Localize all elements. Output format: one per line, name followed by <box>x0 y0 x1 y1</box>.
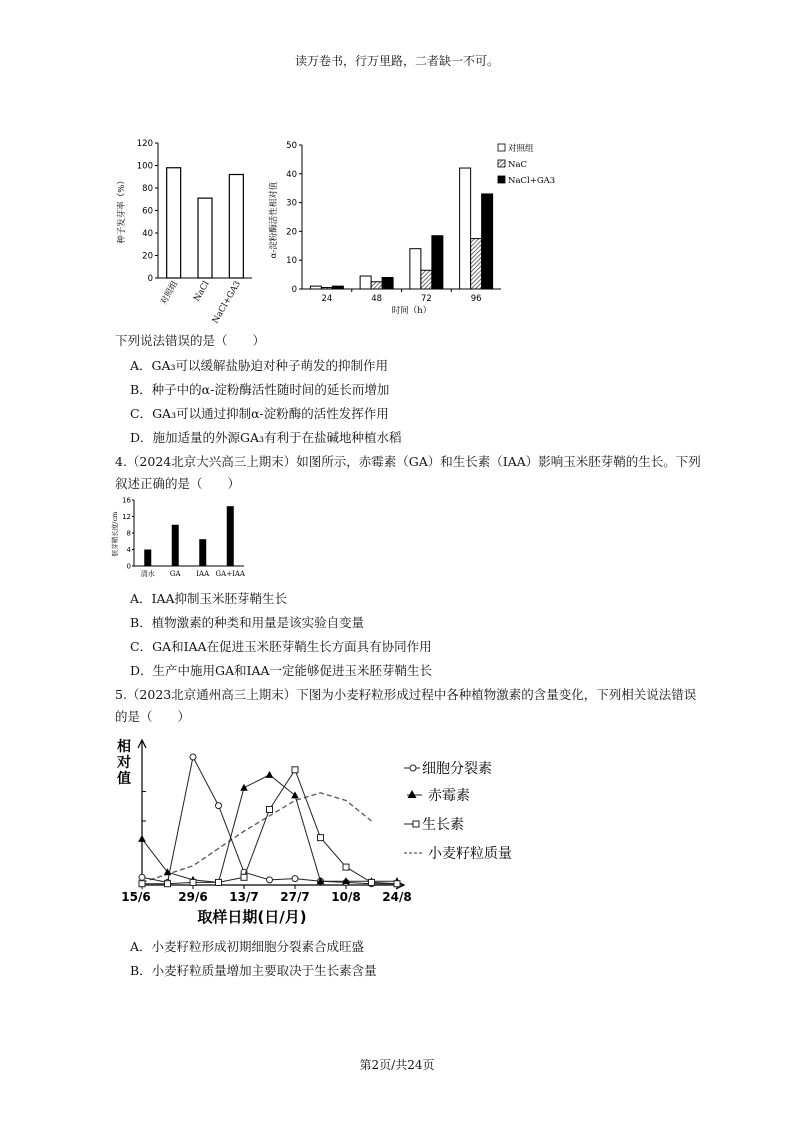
q3-option-c: C．GA₃可以通过抑制α-淀粉酶的活性发挥作用 <box>130 406 389 421</box>
legend-marker <box>410 765 416 771</box>
x-tick-label: 对照组 <box>158 279 181 307</box>
bar <box>332 286 343 289</box>
y-tick-label: 0 <box>126 562 131 571</box>
y-tick-label: 20 <box>142 251 153 262</box>
point-auxin <box>394 881 400 887</box>
x-tick-label: NaCl+GA3 <box>210 279 243 326</box>
bar <box>167 168 181 278</box>
q4-option-a: A．IAA抑制玉米胚芽鞘生长 <box>130 591 288 606</box>
legend-label: 对照组 <box>508 144 534 154</box>
y-tick-label: 20 <box>286 227 297 238</box>
bar <box>371 282 382 289</box>
series-line-gibberellin <box>142 775 397 883</box>
point-auxin <box>139 881 145 887</box>
bar <box>198 198 212 278</box>
bar <box>382 277 393 289</box>
point-gibberellin <box>266 771 274 778</box>
y-tick-label: 40 <box>142 229 153 239</box>
y-tick-label: 30 <box>286 198 297 209</box>
chart-hormone-content <box>112 735 532 930</box>
chart-coleoptile-length <box>112 494 252 584</box>
x-tick-label: 27/7 <box>280 890 310 904</box>
x-axis-label: 取样日期(日/月) <box>197 908 307 926</box>
point-auxin <box>241 874 247 880</box>
page-header: 读万卷书，行万里路，二者缺一不可。 <box>294 54 499 68</box>
x-tick-label: IAA <box>196 570 210 578</box>
legend-swatch <box>498 144 505 151</box>
y-tick-label: 50 <box>286 141 297 151</box>
y-axis-label-char: 值 <box>117 771 131 787</box>
y-axis-label-char: 相 <box>117 739 131 755</box>
bar <box>421 270 432 289</box>
point-auxin <box>369 879 375 885</box>
point-auxin <box>318 835 324 841</box>
q3-option-a: A．GA₃可以缓解盐胁迫对种子萌发的抑制作用 <box>130 358 389 373</box>
legend-marker <box>413 821 419 827</box>
point-auxin <box>190 879 196 885</box>
point-auxin <box>216 879 222 885</box>
q5-option-a: A．小麦籽粒形成初期细胞分裂素合成旺盛 <box>130 939 365 954</box>
x-tick-label: NaCl <box>192 279 212 304</box>
bar <box>482 194 493 289</box>
point-gibberellin <box>240 784 248 791</box>
legend-swatch <box>498 176 505 183</box>
x-tick-label: 72 <box>420 294 432 304</box>
y-tick-label: 10 <box>286 256 297 267</box>
q3-option-d: D．施加适量的外源GA₃有利于在盐碱地种植水稻 <box>130 430 402 445</box>
legend-label: 细胞分裂素 <box>422 761 492 777</box>
q4-option-c: C．GA和IAA在促进玉米胚芽鞘生长方面具有协同作用 <box>130 639 432 654</box>
x-tick-label: 48 <box>371 294 383 304</box>
x-tick-label: GA+IAA <box>215 570 245 578</box>
q4-option-b: B．植物激素的种类和用量是该实验自变量 <box>130 615 365 630</box>
q3-stem: 下列说法错误的是（ ） <box>115 333 266 348</box>
y-tick-label: 40 <box>286 169 297 180</box>
point-cytokinin <box>267 877 273 883</box>
q5-stem-line2: 的是（ ） <box>115 709 191 724</box>
x-tick-label: 13/7 <box>229 890 259 904</box>
q4-stem-line2: 叙述正确的是（ ） <box>115 476 241 491</box>
legend-label: NaC <box>508 160 528 170</box>
y-tick-label: 4 <box>126 546 131 554</box>
point-gibberellin <box>138 835 146 842</box>
bar <box>360 276 371 289</box>
y-tick-label: 12 <box>122 513 131 521</box>
y-tick-label: 100 <box>136 161 153 172</box>
x-axis-label: 时间（h） <box>391 306 432 316</box>
chart-amylase-activity <box>268 135 568 320</box>
y-tick-label: 0 <box>291 285 297 295</box>
point-auxin <box>343 864 349 870</box>
point-auxin <box>267 806 273 812</box>
bar <box>321 288 332 289</box>
point-cytokinin <box>292 876 298 882</box>
x-tick-label: 10/8 <box>331 890 361 904</box>
point-gibberellin <box>291 791 299 798</box>
y-axis-label-char: 对 <box>117 755 131 771</box>
y-axis-label: 种子发芽率（%） <box>117 176 127 244</box>
bar <box>310 286 321 289</box>
point-cytokinin <box>139 874 145 880</box>
y-tick-label: 8 <box>126 529 131 538</box>
y-tick-label: 16 <box>122 496 131 505</box>
legend-swatch <box>498 160 505 167</box>
x-tick-label: 24/8 <box>382 890 412 904</box>
x-tick-label: 29/6 <box>178 890 208 904</box>
point-auxin <box>165 881 171 887</box>
y-axis-label: 胚芽鞘长度/cm <box>111 511 119 557</box>
x-tick-label: GA <box>169 570 181 578</box>
bar <box>227 506 234 566</box>
q3-option-b: B．种子中的α-淀粉酶活性随时间的延长而增加 <box>130 382 390 397</box>
point-auxin <box>292 767 298 773</box>
point-cytokinin <box>216 803 222 809</box>
legend-marker <box>408 790 417 798</box>
legend-label: 赤霉素 <box>428 788 470 804</box>
legend-label: NaCl+GA3 <box>508 176 556 186</box>
bar <box>410 249 421 289</box>
bar <box>460 168 471 289</box>
q5-stem-line1: 5.（2023北京通州高三上期末）下图为小麦籽粒形成过程中各种植物激素的含量变化，下列相关说法错误 <box>115 687 697 702</box>
legend-label: 生长素 <box>422 817 464 833</box>
series-line-auxin <box>142 770 397 884</box>
bar <box>229 175 243 279</box>
y-tick-label: 80 <box>142 184 153 194</box>
x-tick-label: 清水 <box>140 570 155 578</box>
x-tick-label: 96 <box>470 294 482 304</box>
bar <box>172 525 179 566</box>
point-cytokinin <box>190 754 196 760</box>
y-axis-label: α-淀粉酶活性相对值 <box>269 181 279 259</box>
q4-stem-line1: 4.（2024北京大兴高三上期末）如图所示，赤霉素（GA）和生长素（IAA）影响玉米胚芽鞘的生长。下列 <box>115 454 701 469</box>
y-tick-label: 0 <box>147 274 153 284</box>
bar <box>432 236 443 289</box>
bar <box>144 550 151 567</box>
chart-germination-rate <box>112 135 272 326</box>
page-footer: 第2页/共24页 <box>359 1058 435 1072</box>
legend-label: 小麦籽粒质量 <box>428 846 512 862</box>
y-tick-label: 60 <box>142 206 153 217</box>
bar <box>199 539 206 566</box>
q4-option-d: D．生产中施用GA和IAA一定能够促进玉米胚芽鞘生长 <box>130 663 433 678</box>
q5-option-b: B．小麦籽粒质量增加主要取决于生长素含量 <box>130 963 377 978</box>
bar <box>471 239 482 289</box>
y-tick-label: 120 <box>136 139 153 149</box>
x-tick-label: 24 <box>321 294 333 304</box>
x-tick-label: 15/6 <box>121 890 151 904</box>
